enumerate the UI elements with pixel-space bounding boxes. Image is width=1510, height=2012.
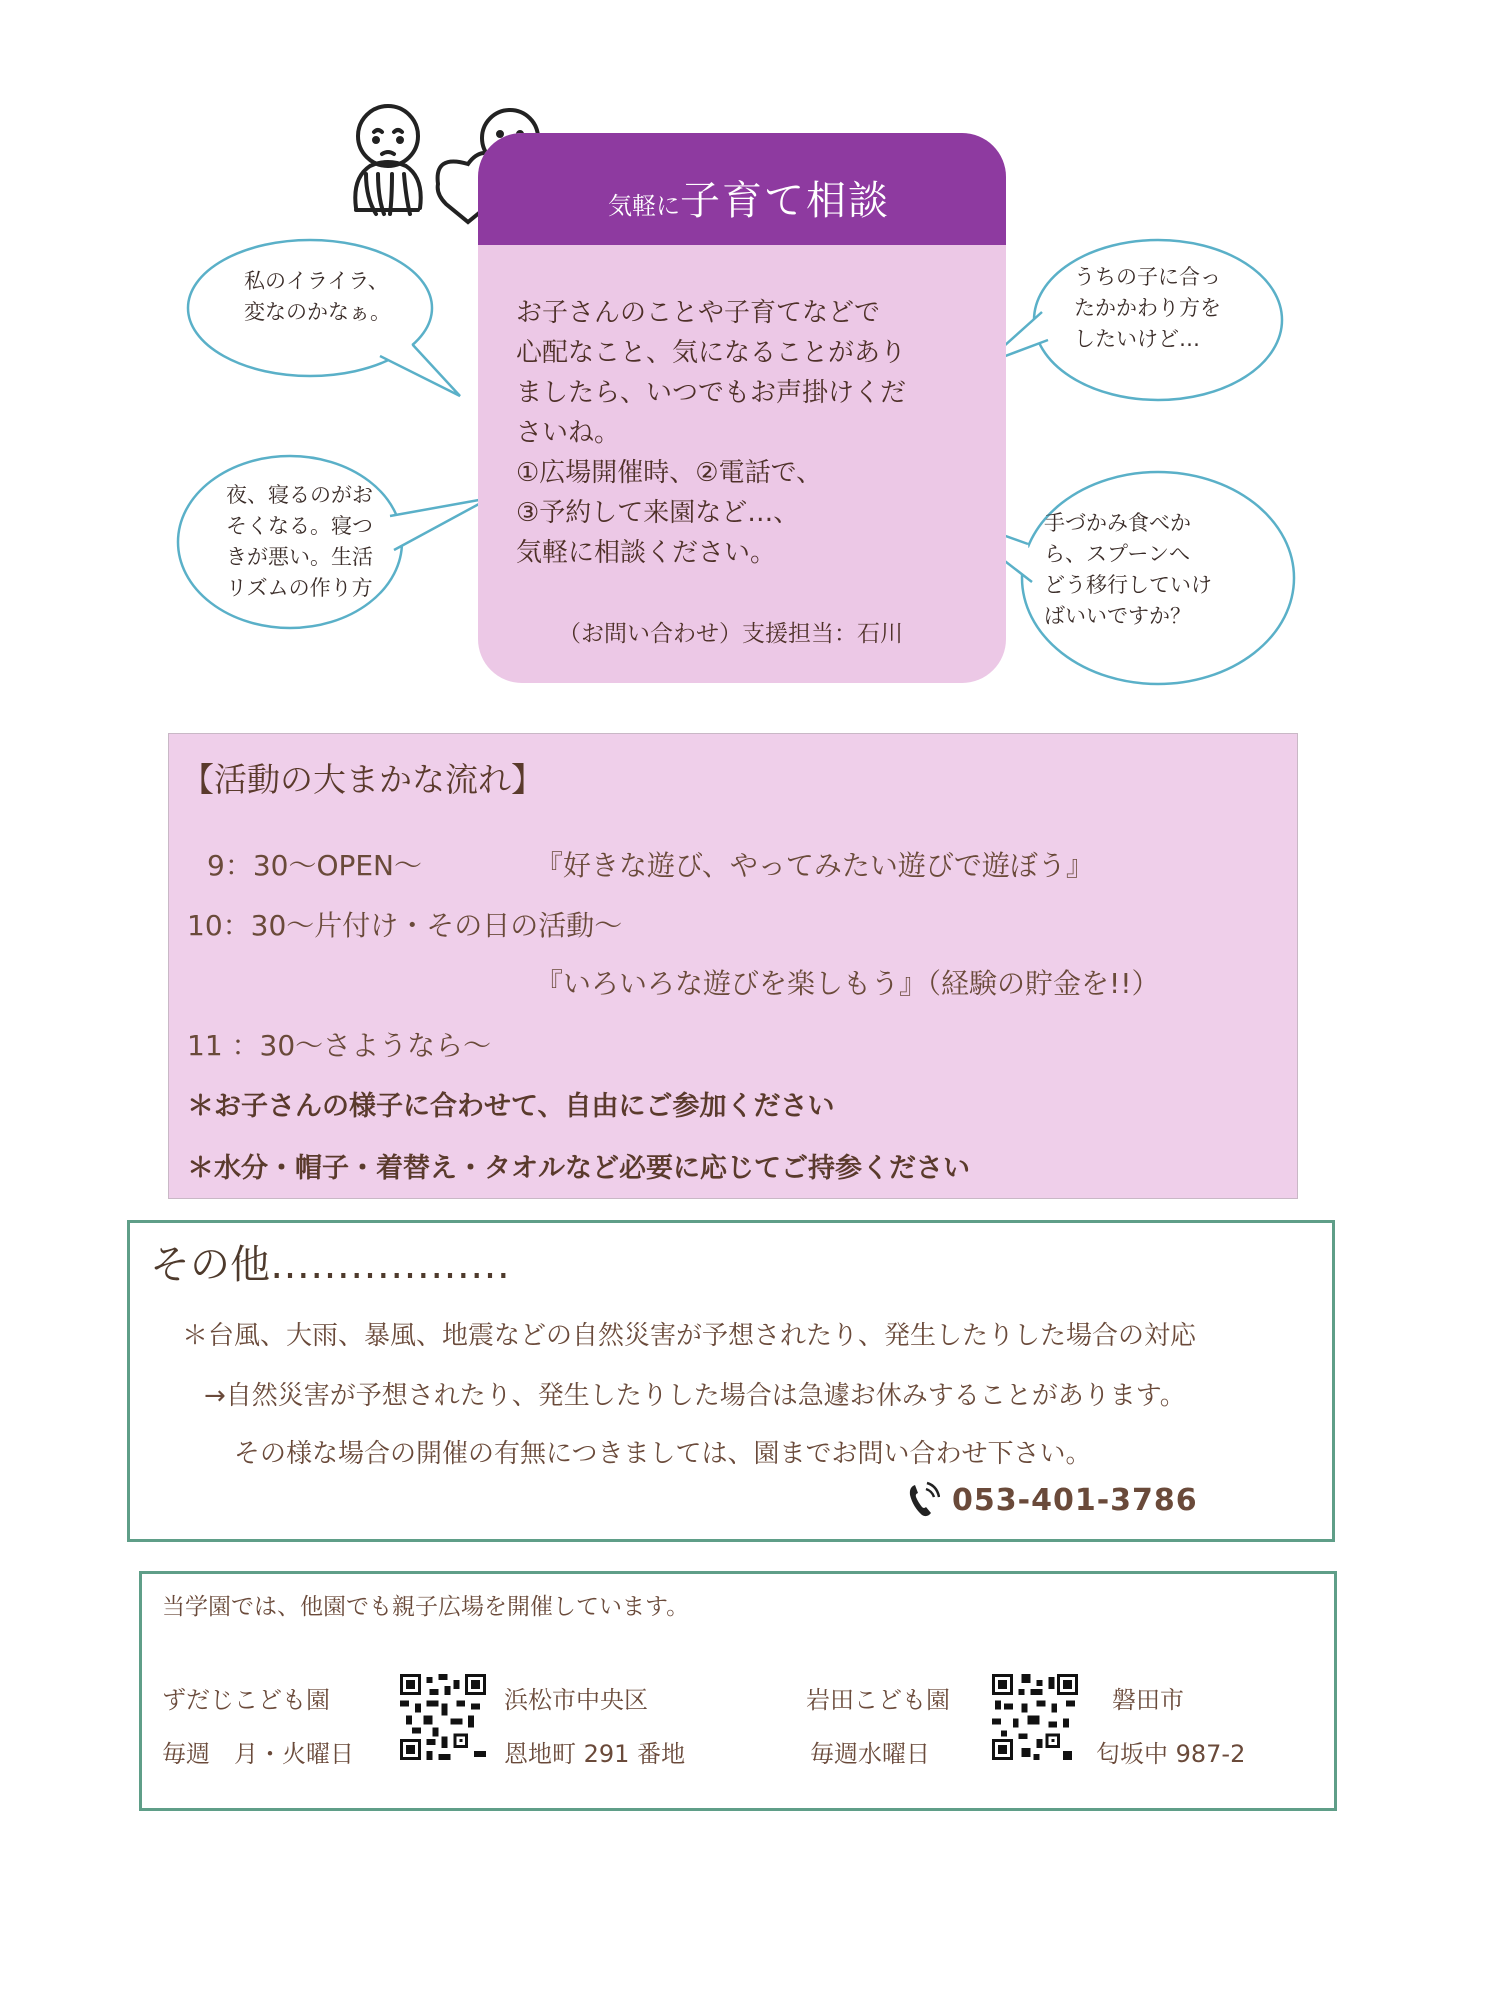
title-prefix: 気軽に [608, 192, 680, 220]
other-line-1: ＊台風、大雨、暴風、地震などの自然災害が予想されたり、発生したりした場合の対応 [182, 1321, 1197, 1351]
flow-time-2: 10：30～片付け・その日の活動～ [187, 909, 623, 942]
bubble-line: どう移行していけ [1044, 573, 1212, 597]
other-line-3: その様な場合の開催の有無につきましては、園までお問い合わせ下さい。 [234, 1439, 1092, 1469]
consultation-contact: （お問い合わせ）支援担当：石川 [558, 621, 903, 647]
bubble-line: 私のイライラ、 [244, 269, 389, 293]
bubble-text-bottom-left [226, 480, 373, 604]
body-line: 心配なこと、気になることがあり [516, 338, 907, 368]
qr-code-iwata [992, 1674, 1078, 1760]
bubble-line: そくなる。寝つ [226, 514, 373, 538]
body-line: ③予約して来園など…、 [516, 498, 800, 528]
body-line: さいね。 [516, 418, 621, 448]
body-line: お子さんのことや子育てなどで [516, 298, 881, 328]
body-line: ①広場開催時、②電話で、 [516, 458, 823, 488]
facility-address2-zudaji: 恩地町 291 番地 [504, 1740, 686, 1768]
bubble-line: たかかわり方を [1074, 296, 1221, 320]
other-section [127, 1220, 1335, 1542]
body-line: 気軽に相談ください。 [516, 538, 777, 568]
bubble-line: 夜、寝るのがお [226, 483, 373, 507]
facility-address1-zudaji: 浜松市中央区 [504, 1686, 648, 1714]
flow-title: 【活動の大まかな流れ】 [181, 760, 544, 799]
other-title: その他……………… [150, 1242, 510, 1288]
flow-time-1: 9：30～OPEN～ [207, 849, 423, 882]
facility-schedule-zudaji: 毎週 月・火曜日 [162, 1740, 354, 1768]
body-line: ましたら、いつでもお声掛けくだ [516, 378, 907, 408]
flow-note-2: ＊水分・帽子・着替え・タオルなど必要に応じてご持参ください [187, 1153, 970, 1184]
bubble-line: うちの子に合っ [1074, 265, 1221, 289]
facility-name-iwata: 岩田こども園 [806, 1686, 950, 1714]
bubble-line: ら、スプーンへ [1044, 542, 1190, 566]
bubble-line: ばいいですか？ [1044, 604, 1191, 628]
consultation-header [478, 133, 1006, 245]
flow-activity-1: 『好きな遊び、やってみたい遊びで遊ぼう』 [535, 849, 1094, 882]
consultation-body [516, 293, 986, 573]
activity-flow-section [168, 733, 1298, 1199]
other-line-2: →自然災害が予想されたり、発生したりした場合は急遽お休みすることがあります。 [204, 1381, 1186, 1411]
consultation-title [608, 169, 890, 226]
bubble-text-bottom-right [1044, 508, 1212, 632]
phone-number[interactable]: 053-401-3786 [952, 1482, 1198, 1518]
facility-schedule-iwata: 毎週水曜日 [810, 1740, 930, 1768]
consultation-card [478, 133, 1006, 683]
bubble-text-top-left [244, 266, 391, 328]
facility-address2-iwata: 匂坂中 987-2 [1096, 1740, 1246, 1768]
phone-row [906, 1481, 1198, 1519]
bubble-text-top-right [1074, 262, 1221, 355]
bubble-line: きが悪い。生活 [226, 545, 373, 569]
facility-name-zudaji: ずだじこども園 [162, 1686, 330, 1714]
flow-time-3: 11 ：30～さようなら～ [187, 1029, 492, 1062]
bubble-line: したいけど… [1074, 327, 1200, 351]
other-facilities-section [139, 1571, 1337, 1811]
bubble-line: 手づかみ食べか [1044, 511, 1191, 535]
qr-code-zudaji [400, 1674, 486, 1760]
bubble-line: リズムの作り方 [226, 576, 373, 600]
phone-icon [906, 1481, 940, 1519]
flow-activity-2: 『いろいろな遊びを楽しもう』（経験の貯金を!!） [535, 967, 1160, 1000]
bubble-line: 変なのかなぁ。 [244, 300, 391, 324]
facilities-intro: 当学園では、他園でも親子広場を開催しています。 [162, 1594, 690, 1620]
title-main: 子育て相談 [680, 178, 890, 224]
facility-address1-iwata: 磐田市 [1112, 1686, 1184, 1714]
flow-note-1: ＊お子さんの様子に合わせて、自由にご参加ください [187, 1091, 835, 1122]
